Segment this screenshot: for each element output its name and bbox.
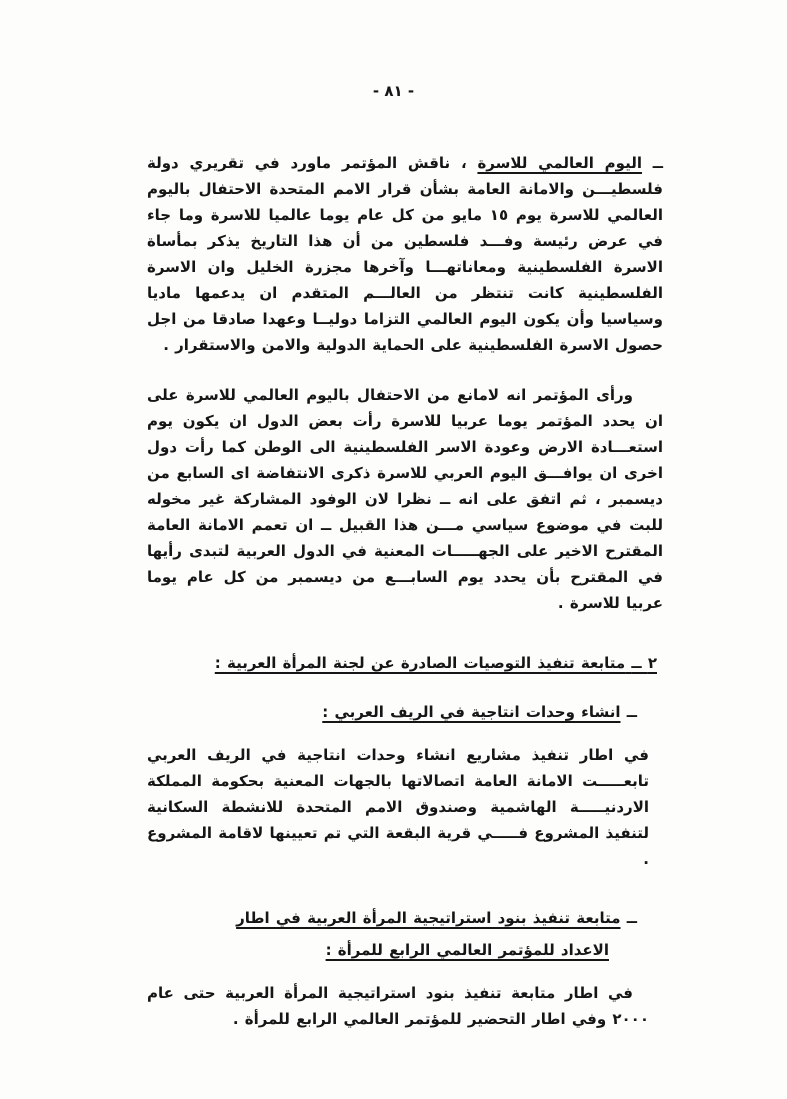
para-strategy-followup [147,980,649,1032]
bullet-dash: ــ [626,703,637,721]
bullet-heading-production-units [147,696,637,728]
para-body-text: ، ناقش المؤتمر ماورد في تقريري دولة فلسطيـــن والامانة العامة بشأن قرار الامم المتحدة الاحتفال باليوم العالمي للاسرة يوم ١٥ مايو من كل عام يوما عالميا للاسرة وما جاء في عرض رئيسة وفـــد فلسطين من أن هذا التاريخ يذكر بمأساة الاسرة الفلسطينية ومعاناتهـــا وآخرها مجزرة الخليل وان الاسرة الفلسطينية كانت تنتظر من العالـــم المتقدم ان يدعمها ماديا وسياسيا وأن يكون اليوم العالمي التزاما دوليــا وعهدا صادقا من اجل حصول الاسرة الفلسطينية على الحماية الدولية والامن والاستقرار . [147,154,663,354]
bullet-title-line1: متابعة تنفيذ بنود استراتيجية المرأة العربية في اطار [236,909,621,927]
section-number: ٢ ــ [631,654,657,672]
page-number: - ٨١ - [372,82,415,100]
para-body-text: ورأى المؤتمر انه لامانع من الاحتفال باليوم العالمي للاسرة على ان يحدد المؤتمر يوما عربيا للاسرة رأت بعض الدول ان يكون يوم استعـــادة الارض وعودة الاسر الفلسطينية الى الوطن كما رأت دول اخرى ان يوافـــق اليوم العربي للاسرة ذكرى الانتفاضة اى السابع من ديسمبر ، ثم اتفق على انه ــ نظرا لان الوفود المشاركة غير مخوله للبت في موضوع سياسي مـــن هذا القبيل ــ ان تعمم الامانة العامة المقترح الاخير على الجهـــــات المعنية في الدول العربية لتبدى رأيها في المقترح بأن يحدد يوم السابـــع من ديسمبر من كل عام يوما عربيا للاسرة . [147,386,663,612]
bullet-dash: ــ [652,154,664,172]
para-body-text: في اطار متابعة تنفيذ بنود استراتيجية المرأة العربية حتى عام ٢٠٠٠ وفي اطار التحضير للمؤتمر العالمي الرابع للمرأة . [147,984,649,1028]
page-content [147,150,663,1062]
para-world-family-day [147,150,663,358]
bullet-title-line2: الاعداد للمؤتمر العالمي الرابع للمرأة : [325,941,609,959]
section-title: متابعة تنفيذ التوصيات الصادرة عن لجنة المرأة العربية : [214,654,626,672]
para-production-units [147,742,649,872]
bullet-title: انشاء وحدات انتاجية في الريف العربي : [322,703,621,721]
section-heading-recommendations [147,650,657,676]
para-lead-title: اليوم العالمي للاسرة [477,154,642,172]
bullet-dash: ــ [626,909,637,927]
bullet-heading-strategy-followup [147,902,637,966]
para-conference-opinion [147,382,663,616]
para-body-text: في اطار تنفيذ مشاريع انشاء وحدات انتاجية في الريف العربي تابعـــــت الامانة العامة اتصالاتها بالجهات المعنية بحكومة المملكة الاردنيـــــة الهاشمية وصندوق الامم المتحدة للانشطة السكانية لتنفيذ المشروع فـــــي قرية البقعة التي تم تعيينها لاقامة المشروع . [147,746,649,868]
